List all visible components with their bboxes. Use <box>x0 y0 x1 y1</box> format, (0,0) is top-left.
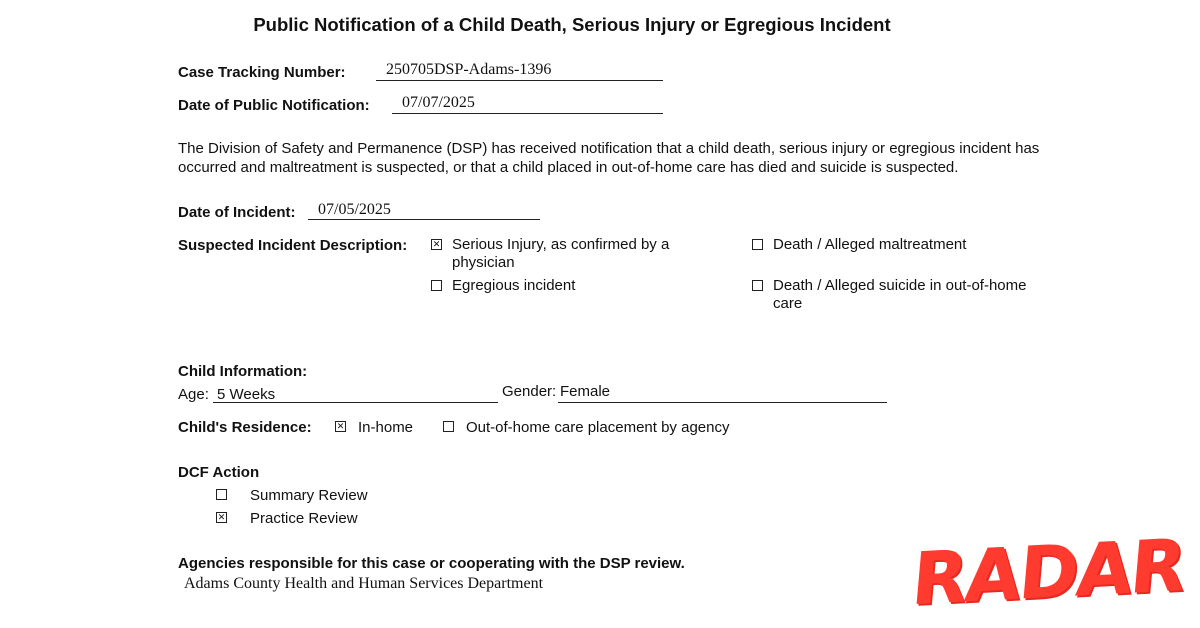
gender-underline <box>558 402 887 403</box>
notice-paragraph: The Division of Safety and Permanence (DSP) has received notification that a child death, serious injury or egregious incident has occurred and maltreatment is suspected, or that a child placed in out-of-home care has died and suicide is suspected. <box>178 140 1040 176</box>
practice-review-checkbox[interactable] <box>216 512 227 523</box>
out-of-home-label: Out-of-home care placement by agency <box>466 419 730 436</box>
agencies-heading: Agencies responsible for this case or cooperating with the DSP review. <box>178 555 685 572</box>
page-title: Public Notification of a Child Death, Serious Injury or Egregious Incident <box>253 14 891 35</box>
dcf-action-heading: DCF Action <box>178 464 260 481</box>
out-of-home-checkbox[interactable] <box>443 421 454 432</box>
notification-date-label: Date of Public Notification: <box>178 97 370 114</box>
incident-date-underline <box>308 219 540 220</box>
radar-logo: RADAR <box>908 522 1188 622</box>
agencies-value: Adams County Health and Human Services Department <box>184 575 544 592</box>
notification-date-value: 07/07/2025 <box>402 94 475 111</box>
case-number-value: 250705DSP-Adams-1396 <box>386 61 552 78</box>
death-suicide-checkbox[interactable] <box>752 280 763 291</box>
incident-date-label: Date of Incident: <box>178 204 296 221</box>
summary-review-checkbox[interactable] <box>216 489 227 500</box>
egregious-incident-label: Egregious incident <box>452 277 576 294</box>
child-info-heading: Child Information: <box>178 363 308 380</box>
incident-date-value: 07/05/2025 <box>318 201 391 218</box>
death-maltreatment-checkbox[interactable] <box>752 239 763 250</box>
serious-injury-label: Serious Injury, as confirmed by a physician <box>452 236 670 271</box>
death-maltreatment-label: Death / Alleged maltreatment <box>773 236 967 253</box>
practice-review-label: Practice Review <box>250 510 358 527</box>
case-number-label: Case Tracking Number: <box>178 64 346 81</box>
incident-description-label: Suspected Incident Description: <box>178 237 408 254</box>
in-home-label: In-home <box>358 419 414 436</box>
gender-value: Female <box>560 383 611 400</box>
egregious-incident-checkbox[interactable] <box>431 280 442 291</box>
death-suicide-label: Death / Alleged suicide in out-of-home care <box>773 277 1027 312</box>
residence-label: Child's Residence: <box>178 419 312 436</box>
notification-date-underline <box>392 113 663 114</box>
summary-review-label: Summary Review <box>250 487 368 504</box>
age-underline <box>213 402 498 403</box>
age-label: Age: <box>178 386 209 403</box>
serious-injury-checkbox[interactable] <box>431 239 442 250</box>
in-home-checkbox[interactable] <box>335 421 346 432</box>
gender-label: Gender: <box>502 383 557 400</box>
age-value: 5 Weeks <box>217 386 276 403</box>
case-number-underline <box>376 80 663 81</box>
